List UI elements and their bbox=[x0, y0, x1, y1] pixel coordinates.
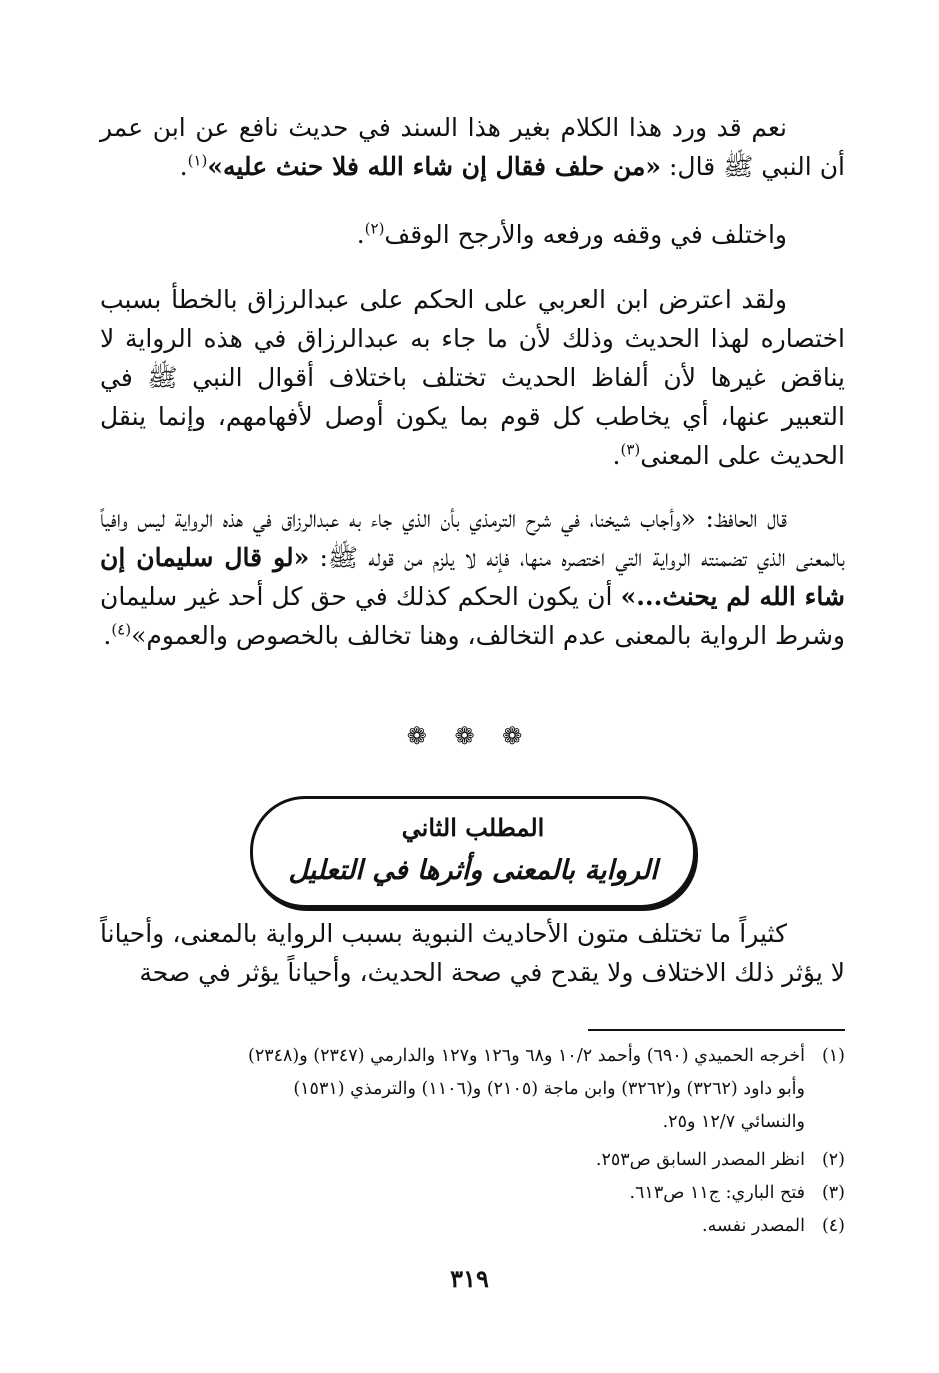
footnote-1 bbox=[100, 1040, 845, 1139]
footnote-text: انظر المصدر السابق ص٢٥٣. bbox=[595, 1150, 805, 1170]
paragraph-1 bbox=[100, 108, 845, 186]
paragraph-2-end: . bbox=[356, 220, 365, 249]
footnote-text: أخرجه الحميدي (٦٩٠) وأحمد ١٠/٢ و٦٨ و١٢٦ و١٢٧ والدارمي (٢٣٤٧) و(٢٣٤٨) bbox=[247, 1046, 805, 1066]
paragraph-3-text: ولقد اعترض ابن العربي على الحكم على عبدالرزاق بالخطأ بسبب اختصاره لهذا الحديث وذلك لأن ما جاء به عبدالرزاق في هذه الرواية لا يناقض غيرها لأن ألفاظ الحديث تختلف باختلاف أقوال النبي ﷺ في التعبير عنها، أي يخاطب كل قوم بما يكون أوصل لأفهامهم، وإنما ينقل الحديث على المعنى bbox=[100, 285, 845, 470]
section-subtitle: الرواية بالمعنى وأثرها في التعليل bbox=[288, 855, 658, 886]
footnote-3 bbox=[100, 1177, 845, 1210]
footnote-number: (١) bbox=[821, 1046, 845, 1066]
paragraph-4-text2: أن يكون الحكم كذلك في حق كل أحد غير سليمان وشرط الرواية بالمعنى عدم التخالف، وهنا تخالف بالخصوص والعموم» bbox=[100, 582, 845, 650]
paragraph-1-text: نعم قد ورد هذا الكلام بغير هذا السند في حديث نافع عن ابن عمر أن النبي ﷺ قال: bbox=[100, 113, 845, 181]
footnote-text: والنسائي ١٢/٧ و٢٥. bbox=[662, 1112, 805, 1132]
footnote-ref-2: (٢) bbox=[364, 219, 385, 238]
footnote-number: (٢) bbox=[821, 1150, 845, 1170]
footnote-ref-3: (٣) bbox=[620, 440, 641, 459]
footnote-ref-4: (٤) bbox=[111, 620, 132, 639]
footnote-number: (٣) bbox=[821, 1183, 845, 1203]
page-number: ٣١٩ bbox=[450, 1264, 489, 1293]
footnote-number: (٤) bbox=[821, 1216, 845, 1236]
footnote-ref-1: (١) bbox=[187, 151, 208, 170]
footnote-2 bbox=[100, 1144, 845, 1177]
footnote-text: المصدر نفسه. bbox=[702, 1216, 805, 1236]
paragraph-2 bbox=[100, 215, 845, 254]
paragraph-2-text: واختلف في وقفه ورفعه والأرجح الوقف bbox=[384, 220, 787, 249]
section-title-box bbox=[250, 796, 696, 908]
paragraph-5 bbox=[100, 914, 845, 992]
paragraph-4-end: . bbox=[103, 621, 112, 650]
paragraph-4-quote: «لو قال سليمان إن شاء الله لم يحنث...» bbox=[100, 543, 845, 611]
footnote-text: وأبو داود (٣٢٦٢) و(٣٢٦٢) وابن ماجة (٢١٠٥) و(١١٠٦) والترمذي (١٥٣١) bbox=[293, 1079, 805, 1099]
footnote-4 bbox=[100, 1210, 845, 1243]
paragraph-4-text: قال الحافظ: «وأجاب شيخنا، في شرح الترمذي بأن الذي جاء به عبدالرزاق في هذه الرواية ليس وافياً بالمعنى الذي تضمنته الرواية التي اختصره منها، فإنه لا يلزم من قوله ﷺ: bbox=[100, 504, 845, 572]
paragraph-1-quote: «من حلف فقال إن شاء الله فلا حنث عليه» bbox=[207, 152, 662, 181]
footnote-separator-line bbox=[588, 1029, 845, 1031]
paragraph-1-end: . bbox=[179, 152, 188, 181]
paragraph-5-text: كثيراً ما تختلف متون الأحاديث النبوية بسبب الرواية بالمعنى، وأحياناً لا يؤثر ذلك الاختلاف ولا يقدح في صحة الحديث، وأحياناً يؤثر في صحة bbox=[100, 919, 845, 987]
paragraph-3 bbox=[100, 280, 845, 475]
paragraph-4 bbox=[100, 499, 845, 655]
section-title: المطلب الثاني bbox=[401, 813, 545, 842]
paragraph-3-end: . bbox=[612, 441, 621, 470]
section-separator: ❁ ❁ ❁ bbox=[406, 722, 533, 750]
footnote-text: فتح الباري: ج١١ ص٦١٣. bbox=[629, 1183, 805, 1203]
